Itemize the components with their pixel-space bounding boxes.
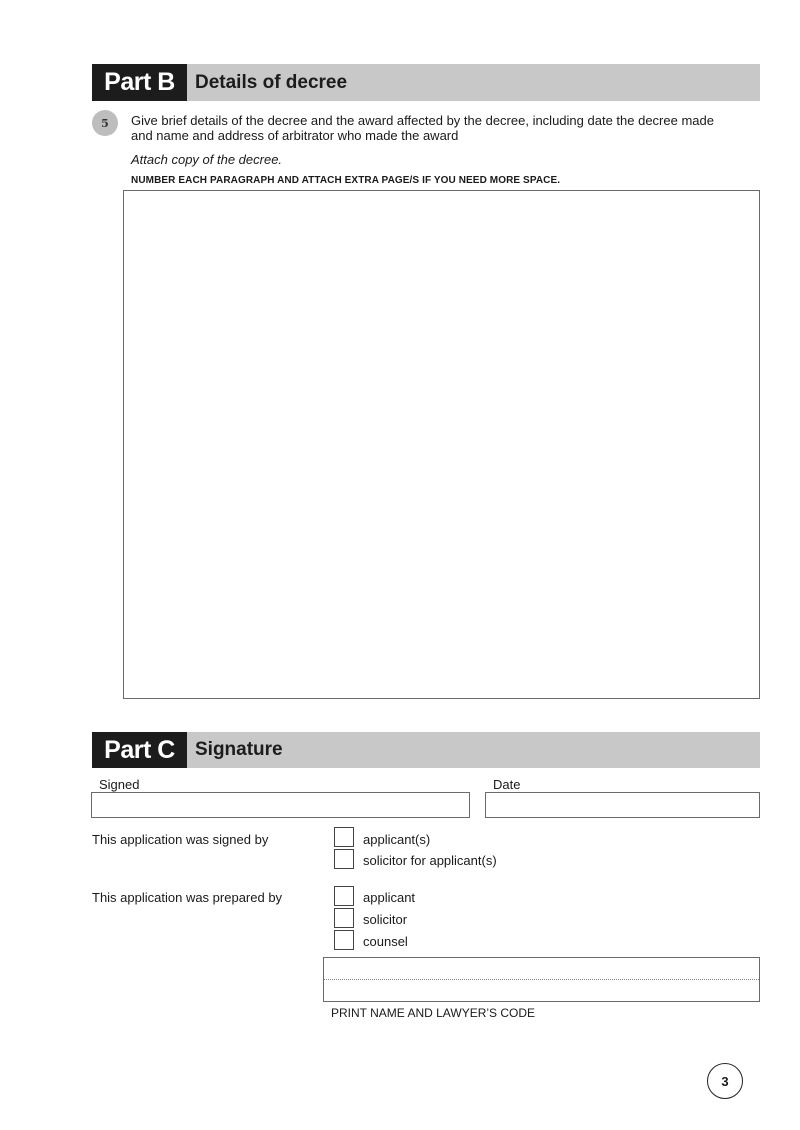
checkbox-solicitor-for-applicants[interactable] (334, 849, 354, 869)
lawyer-code-field[interactable] (324, 980, 759, 1001)
part-c-title: Signature (187, 732, 760, 768)
question-text-line-2: and name and address of arbitrator who made the award (131, 128, 459, 143)
space-instruction: NUMBER EACH PARAGRAPH AND ATTACH EXTRA PAGE/S IF YOU NEED MORE SPACE. (131, 175, 561, 186)
date-field[interactable] (485, 792, 760, 818)
print-name-box (323, 957, 760, 1002)
part-b-title: Details of decree (187, 64, 760, 101)
checkbox-solicitor[interactable] (334, 908, 354, 928)
checkbox-applicants[interactable] (334, 827, 354, 847)
option-counsel-label: counsel (363, 934, 408, 949)
part-c-tab: Part C (92, 732, 187, 768)
decree-details-textarea[interactable] (123, 190, 760, 699)
question-number-badge: 5 (92, 110, 118, 136)
attach-note: Attach copy of the decree. (131, 152, 283, 167)
date-label: Date (493, 777, 521, 792)
signed-field[interactable] (91, 792, 470, 818)
option-solicitor-label: solicitor (363, 912, 408, 927)
option-solicitor-for-applicants-label: solicitor for applicant(s) (363, 853, 497, 868)
option-applicant-label: applicant (363, 890, 416, 905)
signed-label: Signed (99, 777, 140, 792)
page-number: 3 (707, 1063, 743, 1099)
print-name-field[interactable] (324, 958, 759, 980)
part-b-tab: Part B (92, 64, 187, 101)
option-applicants-label: applicant(s) (363, 832, 431, 847)
signed-by-label: This application was signed by (92, 832, 269, 847)
prepared-by-label: This application was prepared by (92, 890, 283, 905)
print-name-caption: PRINT NAME AND LAWYER’S CODE (331, 1006, 536, 1020)
question-text-line-1: Give brief details of the decree and the award affected by the decree, including date the decree made (131, 113, 714, 128)
checkbox-applicant[interactable] (334, 886, 354, 906)
checkbox-counsel[interactable] (334, 930, 354, 950)
